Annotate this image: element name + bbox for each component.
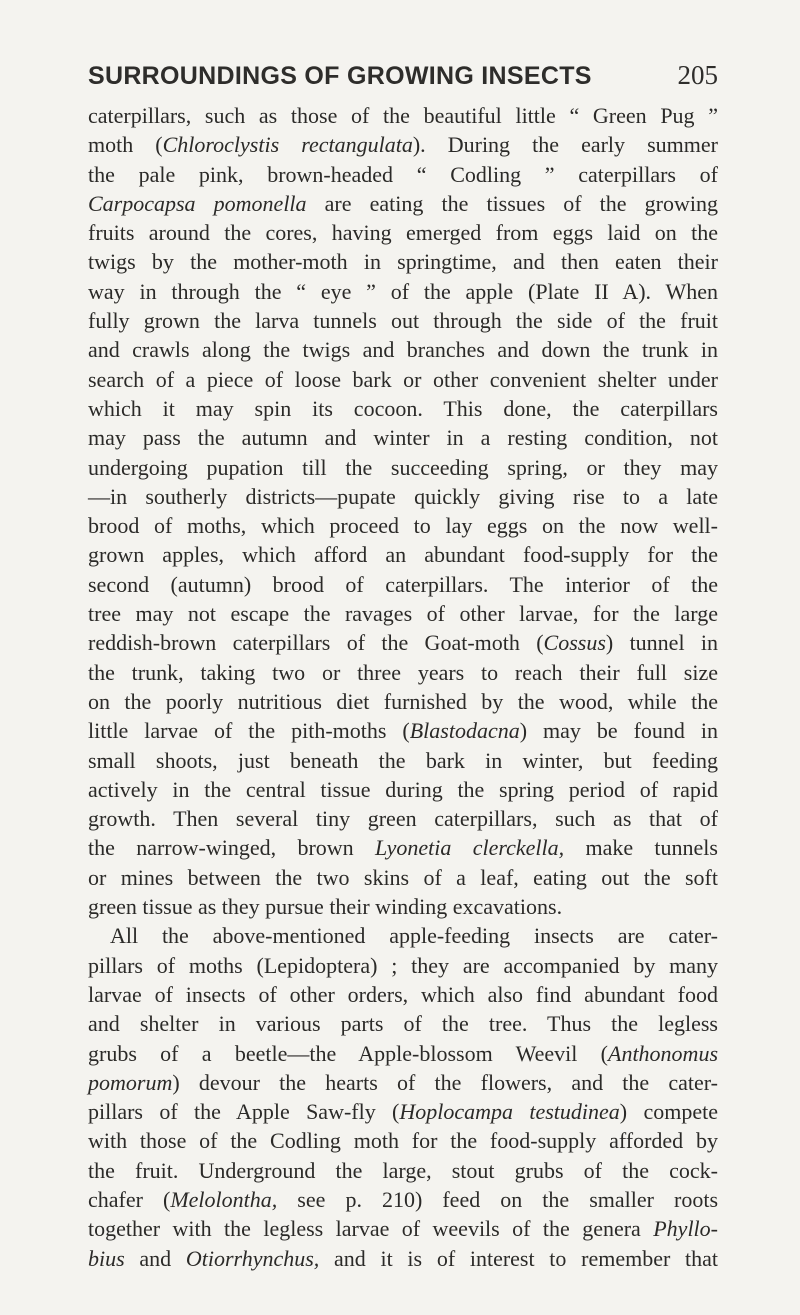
text-line <box>88 511 718 540</box>
text-run: the pale pink, brown-headed “ Codling ” caterpillars of <box>88 161 718 187</box>
text-run: search of a piece of loose bark or other convenient shelter under <box>88 366 718 392</box>
text-line <box>88 540 718 569</box>
text-run: with those of the Codling moth for the food-supply afforded by <box>88 1128 718 1154</box>
italic-text: Anthonomus <box>608 1040 718 1066</box>
italic-text: pomorum <box>88 1069 173 1095</box>
italic-text: Carpocapsa pomonella <box>88 190 307 216</box>
text-line <box>88 1185 718 1214</box>
text-run: the fruit. Underground the large, stout grubs of the cock- <box>88 1157 718 1183</box>
text-line <box>88 1068 718 1097</box>
text-line <box>88 453 718 482</box>
text-line <box>88 980 718 1009</box>
text-run: make tunnels <box>564 835 718 861</box>
text-run: and crawls along the twigs and branches and down the trunk in <box>88 337 718 363</box>
text-line <box>88 218 718 247</box>
text-run: ) may be found in <box>519 718 718 744</box>
text-run: or mines between the two skins of a leaf, eating out the soft <box>88 864 718 890</box>
text-run: the trunk, taking two or three years to reach their full size <box>88 659 718 685</box>
italic-text: Chloroclystis rectangulata <box>162 132 413 158</box>
text-line <box>88 394 718 423</box>
text-run: which it may spin its cocoon. This done, the caterpillars <box>88 395 718 421</box>
text-run: green tissue as they pursue their winding excavations. <box>88 894 563 920</box>
text-line <box>88 130 718 159</box>
text-line <box>88 1126 718 1155</box>
text-line <box>88 1009 718 1038</box>
text-line <box>88 892 718 921</box>
text-line <box>88 570 718 599</box>
italic-text: Otiorrhynchus, <box>185 1245 320 1271</box>
text-line <box>88 804 718 833</box>
text-line <box>88 1244 718 1273</box>
text-run: second (autumn) brood of caterpillars. The interior of the <box>88 571 718 597</box>
text-line <box>88 1214 718 1243</box>
text-run: ) compete <box>619 1099 718 1125</box>
italic-text: Lyonetia clerckella, <box>375 835 565 861</box>
paragraph <box>88 921 718 1273</box>
text-run: reddish-brown caterpillars of the Goat-moth ( <box>88 630 544 656</box>
text-run: little larvae of the pith-moths ( <box>88 718 410 744</box>
italic-text: Blastodacna <box>409 718 520 744</box>
text-run: ) tunnel in <box>605 630 718 656</box>
text-line <box>88 951 718 980</box>
text-line <box>88 746 718 775</box>
text-line <box>88 365 718 394</box>
text-run: larvae of insects of other orders, which also find abundant food <box>88 981 718 1007</box>
text-run: on the poorly nutritious diet furnished by the wood, while the <box>88 688 718 714</box>
text-line <box>88 921 718 950</box>
text-line <box>88 277 718 306</box>
italic-text: Melolontha, <box>170 1186 278 1212</box>
text-run: and shelter in various parts of the tree. Thus the legless <box>88 1011 718 1037</box>
text-run: pillars of the Apple Saw-fly ( <box>88 1099 400 1125</box>
text-line <box>88 306 718 335</box>
page-number: 205 <box>677 60 718 90</box>
text-run: fully grown the larva tunnels out through the side of the fruit <box>88 308 718 334</box>
text-run: and it is of interest to remember that <box>319 1245 719 1271</box>
italic-text: Cossus <box>543 630 606 656</box>
text-run: chafer ( <box>88 1186 171 1212</box>
text-run: All the above-mentioned apple-feeding insects are cater- <box>110 923 718 949</box>
text-run: pillars of moths (Lepidoptera) ; they are accompanied by many <box>88 952 718 978</box>
text-run: small shoots, just beneath the bark in winter, but feeding <box>88 747 718 773</box>
text-run: are eating the tissues of the growing <box>306 190 718 216</box>
italic-text: bius <box>88 1245 125 1271</box>
text-run: and <box>124 1245 186 1271</box>
text-line <box>88 335 718 364</box>
text-line <box>88 863 718 892</box>
paragraph <box>88 101 718 921</box>
text-line <box>88 101 718 130</box>
text-run: tree may not escape the ravages of other larvae, for the large <box>88 601 718 627</box>
text-run: moth ( <box>88 132 163 158</box>
text-line <box>88 482 718 511</box>
text-run: see p. 210) feed on the smaller roots <box>277 1186 719 1212</box>
text-run: fruits around the cores, having emerged from eggs laid on the <box>88 220 718 246</box>
text-line <box>88 1097 718 1126</box>
text-run: ). During the early summer <box>412 132 718 158</box>
running-head <box>88 60 718 91</box>
text-line <box>88 833 718 862</box>
text-run: undergoing pupation till the succeeding spring, or they may <box>88 454 718 480</box>
running-head-title: SURROUNDINGS OF GROWING INSECTS <box>88 62 592 90</box>
text-run: the narrow-winged, brown <box>88 835 376 861</box>
text-run: —in southerly districts—pupate quickly giving rise to a late <box>88 483 718 509</box>
text-line <box>88 775 718 804</box>
text-line <box>88 658 718 687</box>
text-run: twigs by the mother-moth in springtime, and then eaten their <box>88 249 718 275</box>
text-run: way in through the “ eye ” of the apple (Plate II A). When <box>88 278 718 304</box>
text-line <box>88 687 718 716</box>
text-line <box>88 189 718 218</box>
text-run: actively in the central tissue during the spring period of rapid <box>88 776 718 802</box>
text-line <box>88 160 718 189</box>
text-run: growth. Then several tiny green caterpillars, such as that of <box>88 806 718 832</box>
text-run: grubs of a beetle—the Apple-blossom Weevil ( <box>88 1040 608 1066</box>
text-line <box>88 1156 718 1185</box>
body-text <box>88 101 718 1273</box>
text-line <box>88 247 718 276</box>
text-run: ) devour the hearts of the flowers, and the cater- <box>172 1069 718 1095</box>
text-line <box>88 1039 718 1068</box>
text-line <box>88 716 718 745</box>
text-line <box>88 599 718 628</box>
text-run: brood of moths, which proceed to lay eggs on the now well- <box>88 513 718 539</box>
text-run: caterpillars, such as those of the beautiful little “ Green Pug ” <box>88 103 718 128</box>
text-line <box>88 628 718 657</box>
italic-text: Phyllo- <box>653 1216 718 1242</box>
italic-text: Hoplocampa testudinea <box>399 1099 620 1125</box>
text-run: grown apples, which afford an abundant food-supply for the <box>88 542 718 568</box>
text-run: together with the legless larvae of weevils of the genera <box>88 1216 654 1242</box>
text-run: may pass the autumn and winter in a resting condition, not <box>88 425 718 451</box>
text-line <box>88 423 718 452</box>
